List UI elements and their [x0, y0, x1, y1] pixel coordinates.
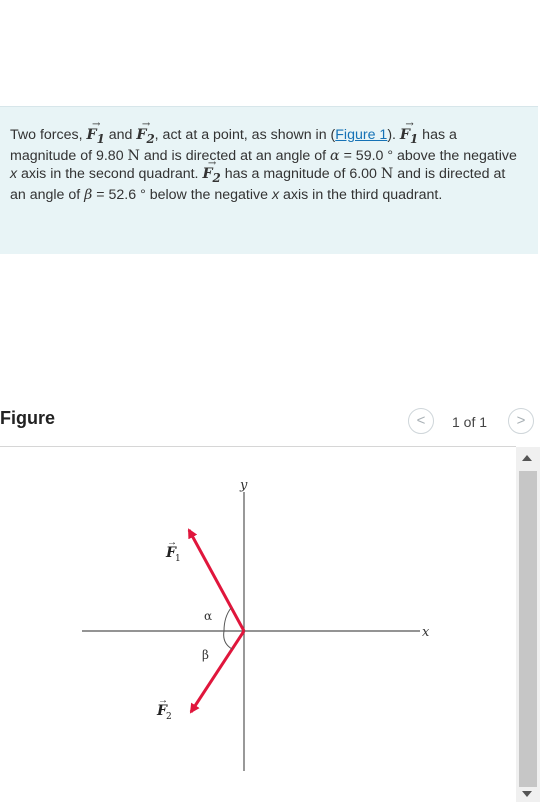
f1-label	[165, 537, 181, 564]
beta-arc	[224, 631, 232, 649]
text-segment: and is directed at an angle of	[139, 148, 331, 165]
f1-arrow	[189, 530, 244, 631]
figure-viewport	[0, 447, 516, 802]
text-segment: and is directed at an angle of	[10, 165, 506, 204]
page-indicator: 1 of 1	[452, 414, 488, 430]
text-segment: has a magnitude of 9.80	[10, 127, 457, 165]
svg-text:1: 1	[175, 554, 181, 564]
vector-f2: → $F_2$	[202, 166, 220, 187]
beta-symbol: β	[84, 187, 93, 204]
svg-text:→: →	[167, 537, 177, 548]
force-diagram	[0, 447, 516, 802]
alpha-arc	[224, 608, 231, 631]
vector-f1: → $F_1$	[400, 127, 418, 148]
text-segment: Two forces,	[10, 127, 87, 143]
beta-label: β	[202, 648, 209, 662]
alpha-label: α	[204, 609, 213, 623]
text-segment: axis in the second quadrant.	[17, 165, 203, 182]
figure-link[interactable]: Figure 1	[335, 127, 388, 143]
unit-newton: N	[127, 148, 140, 165]
text-segment: axis in the third quadrant.	[279, 187, 443, 204]
unit-newton: N	[380, 165, 394, 182]
scroll-down-arrow-icon[interactable]	[522, 791, 532, 797]
vector-f2: → $F_2$	[136, 127, 154, 148]
text-segment: = 59.0 ° above the negative	[339, 148, 517, 165]
x-var: x	[10, 165, 18, 182]
scrollbar[interactable]	[516, 447, 540, 802]
previous-figure-button[interactable]: <	[408, 408, 434, 434]
y-axis-label: y	[240, 478, 248, 493]
x-axis-label: x	[422, 625, 430, 640]
problem-statement	[0, 106, 538, 254]
text-segment: has a magnitude of 6.00	[220, 165, 381, 182]
figure-title: Figure	[0, 408, 56, 428]
next-figure-button[interactable]: >	[508, 408, 534, 434]
x-var: x	[271, 187, 280, 204]
text-segment: , act at a point, as shown in (	[154, 127, 336, 143]
f2-label	[156, 695, 172, 722]
scroll-thumb[interactable]	[519, 471, 537, 787]
alpha-symbol: α	[330, 148, 340, 165]
figure-header	[0, 406, 540, 436]
text-segment: = 52.6 ° below the negative	[92, 187, 272, 204]
scroll-up-arrow-icon[interactable]	[522, 455, 532, 461]
svg-text:F: F	[157, 703, 167, 719]
svg-text:→: →	[158, 695, 168, 706]
f2-arrow	[191, 631, 244, 712]
vector-f1: → $F_1$	[86, 127, 104, 148]
text-segment: and	[104, 127, 137, 143]
text-segment: ).	[387, 127, 400, 143]
svg-text:2: 2	[166, 712, 172, 722]
svg-text:F: F	[166, 545, 176, 561]
